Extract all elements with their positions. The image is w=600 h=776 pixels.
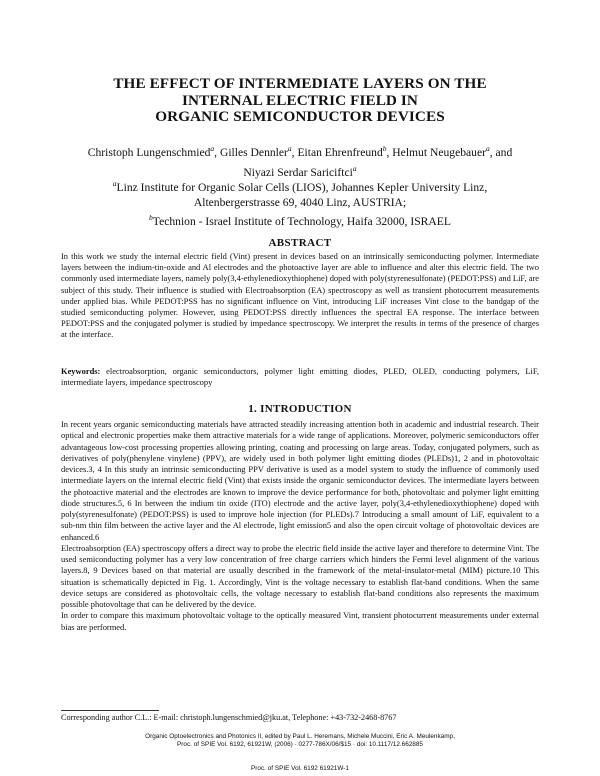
affil-marker: b	[149, 213, 153, 222]
title-line-3: ORGANIC SEMICONDUCTOR DEVICES	[155, 108, 445, 125]
keywords	[61, 366, 539, 388]
affil-marker: a	[287, 144, 292, 153]
title-line-2: INTERNAL ELECTRIC FIELD IN	[182, 91, 418, 109]
author-list	[40, 141, 560, 180]
affil-marker: a	[112, 179, 117, 188]
footnote-rule	[61, 710, 159, 711]
author-name: , Helmut Neugebauer	[386, 146, 486, 159]
abstract-heading: ABSTRACT	[268, 237, 332, 249]
proceedings-line-2: Proc. of SPIE Vol. 6192, 61921W, (2006) · 0277-786X/06/$15 · doi: 10.1117/12.662885	[177, 741, 423, 749]
affiliation-text: Technion - Israel Institute of Technology, Haifa 32000, ISRAEL	[152, 215, 451, 228]
affiliation-b-line	[40, 210, 560, 229]
affiliation-a-line-2: Altenbergerstrasse 69, 4040 Linz, AUSTRIA;	[193, 196, 407, 209]
corresponding-author-footnote: Corresponding author C.L.: E-mail: christoph.lungenschmied@jku.at, Telephone: +43-732-2468-8767	[61, 713, 397, 722]
author-name: Niyazi Serdar Sariciftci	[243, 165, 353, 179]
proceedings-citation	[40, 733, 560, 750]
title-line-1: THE EFFECT OF INTERMEDIATE LAYERS ON THE	[113, 75, 487, 92]
affil-marker: b	[382, 144, 387, 153]
author-name: , Eitan Ehrenfreund	[291, 146, 383, 159]
affiliation-text: Linz Institute for Organic Solar Cells (LIOS), Johannes Kepler University Linz,	[116, 181, 488, 194]
paper-title	[40, 76, 560, 126]
affil-marker: a	[210, 144, 215, 153]
author-conjunction: , and	[489, 146, 513, 159]
keywords-label: Keywords:	[61, 366, 101, 376]
intro-paragraph-2: Electroabsorption (EA) spectroscopy offers a direct way to probe the electric field inside the active layer and therefore to determine Vint. The used semiconducting polymer has a very low concentration of free charge carriers which hinders the Fermi level alignment of the various layers.8, 9 Devices based on that material are usually described in the framework of the metal-insulator-metal (MIM) picture.10 This situation is schematically depicted in Fig. 1. Accordingly, Vint is the voltage necessary to establish flat-band conditions. When the same device setups are considered as photovoltaic cells, the voltage necessary to establish flat-band conditions also represents the maximum possible photovoltage that can be delivered by the device.	[61, 542, 539, 609]
author-name: Christoph Lungenschmied	[87, 146, 211, 159]
authors-line-1	[40, 141, 560, 161]
author-name: , Gilles Dennler	[214, 146, 288, 159]
section-heading-introduction: 1. INTRODUCTION	[248, 403, 352, 415]
affiliations	[40, 176, 560, 229]
abstract-body: In this work we study the internal electric field (Vint) present in devices based on an intrinsically semiconducting polymer. Intermediate layers between the indium-tin-oxide and Al electrodes and the photoactive layer are able to influence and alter this electric field. The two commonly used intermediate layers, namely poly(3,4-ethylenedioxythiophene) doped with poly(styrenesulfonate) (PEDOT:PSS) and LiF, are subject of this study. Their influence is studied with Electroabsorption (EA) spectroscopy as well as transient photocurrent measurements under applied bias. While PEDOT:PSS has no significant influence on Vint, introducing LiF increases Vint close to the bandgap of the studied semiconducting polymer. However, using PEDOT:PSS directly influences the spectral EA response. The interface between PEDOT:PSS and the conjugated polymer is studied by impedance spectroscopy. We interpret the results in terms of the presence of charges at the interface.	[61, 251, 539, 340]
proceedings-line-1: Organic Optoelectronics and Photonics II, edited by Paul L. Heremans, Michele Muccini, Eric A. Meulenkamp,	[145, 733, 455, 740]
keywords-text: electroabsorption, organic semiconductors, polymer light emitting diodes, PLED, OLED, conducting polymers, LiF, intermediate layers, impedance spectroscopy	[61, 366, 539, 388]
introduction-body	[61, 419, 539, 633]
affil-marker: a	[352, 163, 357, 173]
affil-marker: a	[485, 144, 490, 153]
intro-paragraph-1: In recent years organic semiconducting materials have attracted steadily increasing attention both in academic and industrial research. Their optical and electronic properties make them attractive materials for a wide range of applications. Moreover, polymeric semiconductors offer advantageous low-cost processing properties allowing printing, coating and processing on large areas. Today, conjugated polymers, such as derivatives of poly(phenylene vinylene) (PPV), are widely used in both polymer light emitting diodes (PLEDs)1, 2 and in photovoltaic devices.3, 4 In this study an intrinsic semiconducting PPV derivative is used as a model system to study the influence of commonly used intermediate layers on the internal electric field (Vint) that exists inside the organic semiconductor devices. The intermediate layers between the photoactive material and the electrodes are known to improve the device performance for both, photovoltaic and polymer light emitting diode structures.5, 6 In between the indium tin oxide (ITO) electrode and the active layer, poly(3,4-ethylenedioxythiophene) doped with poly(styrenesulfonate) (PEDOT:PSS) is used to improve hole injection (for PLEDs).7 Introducing a small amount of LiF, equivalent to a sub-nm thin film between the active layer and the Al electrode, light emission5 and also the open circuit voltage of photovoltaic devices are enhanced.6	[61, 419, 539, 542]
affiliation-a-line-1	[40, 176, 560, 195]
page-footer: Proc. of SPIE Vol. 6192 61921W-1	[251, 765, 349, 772]
intro-paragraph-3: In order to compare this maximum photovoltaic voltage to the optically measured Vint, transient photocurrent measurements under external bias are performed.	[61, 610, 539, 632]
